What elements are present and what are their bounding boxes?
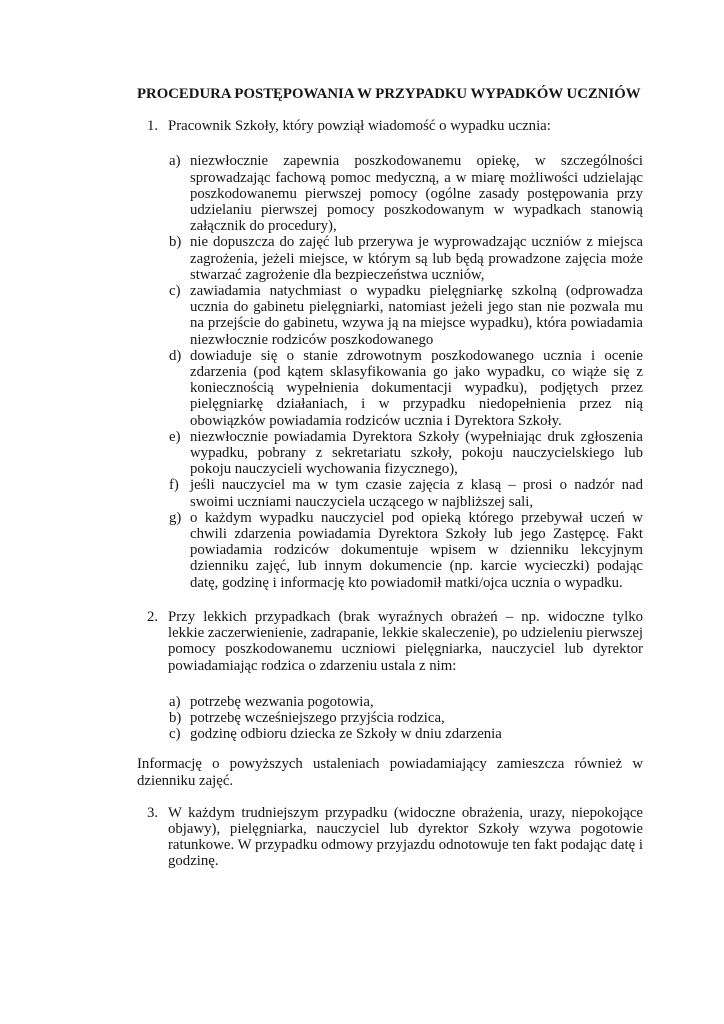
- list-marker-1g: g): [169, 509, 182, 526]
- document-title: PROCEDURA POSTĘPOWANIA W PRZYPADKU WYPADKÓW UCZNIÓW: [137, 86, 641, 102]
- list-marker-1f: f): [169, 477, 179, 494]
- list-item-3-text: W każdym trudniejszym przypadku (widoczne obrażenia, urazy, niepokojące objawy), pielęgniarka, nauczyciel lub dyrektor Szkoły wzywa pogotowie ratunkowe. W przypadku odmowy przyjazdu odnotowuje ten fakt podając datę i godzinę.: [168, 804, 643, 870]
- list-item-1b-text: nie dopuszcza do zajęć lub przerywa je wyprowadzając uczniów z miejsca zagrożenia, jeżeli miejsce, w którym są lub będą prowadzone zajęcia może stwarzać zagrożenie dla bezpieczeństwa uczniów,: [190, 234, 643, 283]
- list-marker-1b: b): [169, 234, 182, 251]
- list-item-1f-text: jeśli nauczyciel ma w tym czasie zajęcia z klasą – prosi o nadzór nad swoimi uczniami nauczyciela uczącego w najbliższej sali,: [190, 477, 643, 510]
- list-item-2c: [137, 726, 643, 742]
- list-item-1a: [137, 153, 643, 234]
- list-item-1g-text: o każdym wypadku nauczyciel pod opieką którego przebywał uczeń w chwili zdarzenia powiadamia Dyrektora Szkoły lub jego Zastępcę. Fakt powiadamia rodziców dokumentuje wpisem w dzienniku lekcyjnym dzienniku zajęć, lub innym dokumencie (np. karcie wycieczki) podając datę, godzinę i informację kto powiadomił matki/ojca ucznia o wypadku.: [190, 509, 643, 591]
- list-marker-1a: a): [169, 153, 181, 170]
- list-marker-2b: b): [169, 709, 182, 726]
- list-item-3: [137, 805, 643, 870]
- list-item-1c: [137, 283, 643, 348]
- list-item-2b: [137, 710, 643, 726]
- list-item-1f: [137, 477, 643, 509]
- list-marker-2: 2.: [147, 608, 159, 625]
- list-item-1d-text: dowiaduje się o stanie zdrowotnym poszkodowanego ucznia i ocenie zdarzenia (pod kątem sklasyfikowania go jako wypadku, co wiąże się z koniecznością wypełnienia dokumentacji wypadku), podjętych przez pielęgniarkę działaniach, i w przypadku niedopełnienia przez nią obowiązków powiadamia rodziców ucznia i Dyrektora Szkoły.: [190, 347, 643, 429]
- list-marker-1c: c): [169, 283, 181, 300]
- list-item-2a: [137, 694, 643, 710]
- sub-list-2: [137, 694, 643, 743]
- list-item-2: [137, 609, 643, 674]
- list-marker-2c: c): [169, 726, 181, 743]
- note-paragraph: Informację o powyższych ustaleniach powiadamiający zamieszcza również w dzienniku zajęć.: [137, 756, 643, 789]
- list-item-1d: [137, 348, 643, 429]
- list-marker-1d: d): [169, 347, 182, 364]
- list-item-2a-text: potrzebę wezwania pogotowia,: [190, 693, 374, 710]
- list-marker-1: 1.: [147, 118, 159, 135]
- list-item-1b: [137, 234, 643, 283]
- list-item-2-text: Przy lekkich przypadkach (brak wyraźnych obrażeń – np. widoczne tylko lekkie zaczerwienienie, zadrapanie, lekkie skaleczenie), po udzieleniu pierwszej pomocy poszkodowanemu uczniowi pielęgniarka, nauczyciel lub dyrektor powiadamiając rodzica o zdarzeniu ustala z nim:: [168, 608, 643, 674]
- list-item-1g: [137, 510, 643, 591]
- sub-list-1: [137, 153, 643, 590]
- list-item-1e: [137, 429, 643, 478]
- list-item-1-text: Pracownik Szkoły, który powziął wiadomość o wypadku ucznia:: [168, 118, 551, 135]
- list-item-2b-text: potrzebę wcześniejszego przyjścia rodzica,: [190, 709, 445, 726]
- list-item-2c-text: godzinę odbioru dziecka ze Szkoły w dniu zdarzenia: [190, 726, 502, 743]
- list-marker-1e: e): [169, 428, 181, 445]
- list-marker-2a: a): [169, 693, 181, 710]
- list-item-1c-text: zawiadamia natychmiast o wypadku pielęgniarkę szkolną (odprowadza ucznia do gabinetu pielęgniarki, natomiast jeżeli jego stan nie pozwala mu na przejście do gabinetu, wzywa ją na miejsce wypadku), która powiadamia niezwłocznie rodziców poszkodowanego: [190, 283, 643, 348]
- list-item-1: [137, 118, 643, 134]
- list-marker-3: 3.: [147, 804, 159, 821]
- list-item-1a-text: niezwłocznie zapewnia poszkodowanemu opiekę, w szczególności sprowadzając fachową pomoc medyczną, a w miarę możliwości udzielając poszkodowanemu pierwszej pomocy (ogólne zasady postępowania przy udzielaniu pierwszej pomocy poszkodowanym w wypadkach stanowią załącznik do procedury),: [190, 153, 643, 235]
- list-item-1e-text: niezwłocznie powiadamia Dyrektora Szkoły (wypełniając druk zgłoszenia wypadku, pobrany z sekretariatu szkoły, pokoju nauczycielskiego lub pokoju nauczycieli wychowania fizycznego),: [190, 428, 643, 478]
